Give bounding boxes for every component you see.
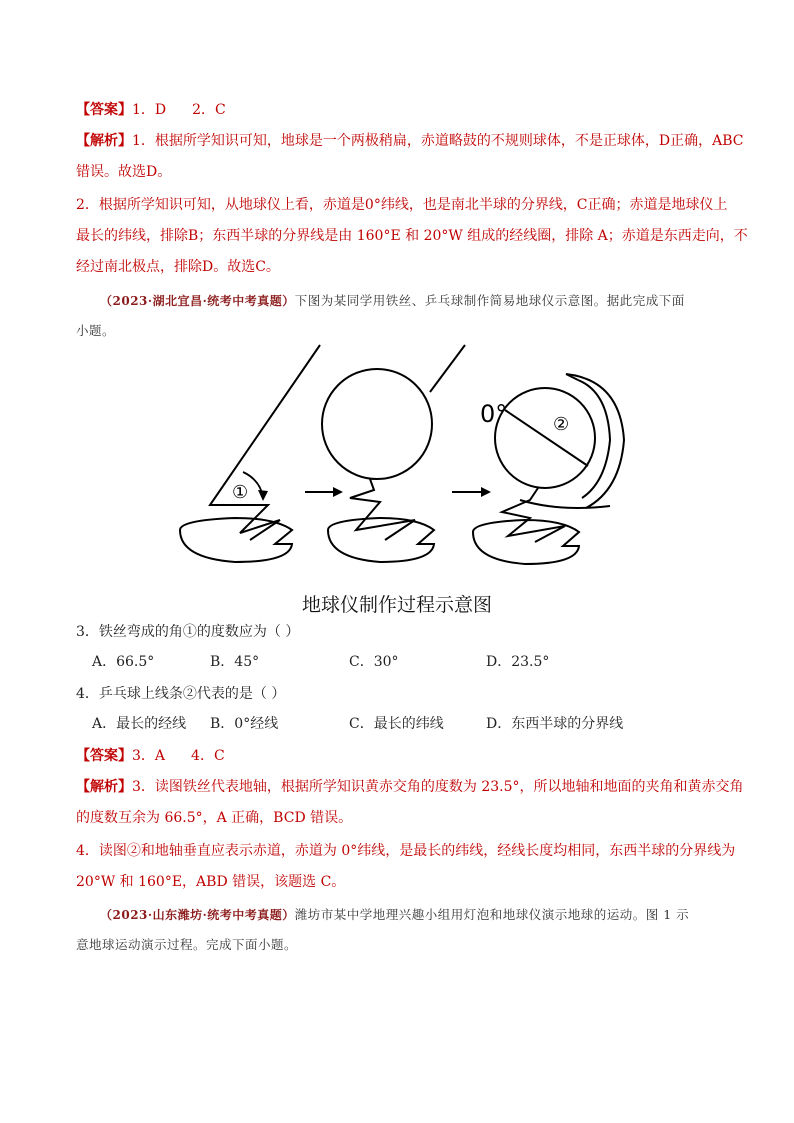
analysis-line-2: 错误。故选D。	[76, 164, 172, 180]
analysis-line-5: 经过南北极点，排除D。故选C。	[76, 259, 280, 275]
figure-caption: 地球仪制作过程示意图	[301, 594, 492, 616]
source-label-2: （2023·山东潍坊·统考中考真题）	[100, 908, 295, 922]
analysis-line-6	[76, 777, 744, 797]
globe-making-figure	[0, 340, 794, 580]
analysis-line-7: 的度数互余为 66.5°，A 正确，BCD 错误。	[76, 810, 353, 826]
answer-text-3: 3．A	[132, 748, 166, 764]
answer-text-2: 2．C	[192, 102, 226, 118]
analysis-tag: 【解析】	[76, 133, 132, 149]
answer-text: 1．D	[132, 102, 167, 118]
q3-option-a: A．66.5°	[92, 654, 155, 670]
analysis-line-9: 20°W 和 160°E，ABD 错误，该题选 C。	[76, 874, 346, 890]
zero-degree-label: 0°	[480, 400, 508, 428]
question-intro-4: 意地球运动演示过程。完成下面小题。	[76, 937, 298, 952]
answer-line-2	[76, 746, 722, 766]
answer-tag: 【答案】	[76, 102, 132, 118]
answer-text-4: 4．C	[191, 748, 225, 764]
angle-label-1: ①	[232, 482, 249, 503]
q3-option-b: B．45°	[210, 654, 260, 670]
intro-text-3: 潍坊市某中学地理兴趣小组用灯泡和地球仪演示地球的运动。图 1 示	[294, 907, 690, 922]
q3-option-c: C．30°	[349, 654, 399, 670]
line-label-2: ②	[553, 414, 570, 435]
question-3: 3．铁丝弯成的角①的度数应为（ ）	[76, 624, 300, 640]
source-label: （2023·湖北宜昌·统考中考真题）	[100, 294, 295, 308]
analysis-line-4: 最长的纬线，排除B；东西半球的分界线是由 160°E 和 20°W 组成的经线圈，排除 A；赤道是东西走向，不	[76, 228, 748, 244]
q4-option-d: D．东西半球的分界线	[486, 716, 624, 732]
question-4: 4．乒乓球上线条②代表的是（ ）	[76, 686, 286, 702]
q4-option-a: A．最长的经线	[92, 716, 187, 732]
analysis-text-2: 3．读图铁丝代表地轴，根据所学知识黄赤交角的度数为 23.5°，所以地轴和地面的夹角和黄赤交角	[132, 779, 744, 795]
answer-line-1	[76, 100, 722, 120]
q3-option-d: D．23.5°	[486, 654, 550, 670]
q4-option-c: C．最长的纬线	[349, 716, 444, 732]
question-intro-2: 小题。	[76, 323, 116, 338]
analysis-line-1	[76, 131, 744, 151]
intro-text: 下图为某同学用铁丝、乒乓球制作简易地球仪示意图。据此完成下面	[294, 293, 685, 308]
question-intro-3	[100, 905, 746, 925]
analysis-line-3: 2．根据所学知识可知，从地球仪上看，赤道是0°纬线，也是南北半球的分界线，C正确；赤道是地球仪上	[76, 197, 728, 213]
answer-tag-2: 【答案】	[76, 748, 132, 764]
q4-option-b: B．0°经线	[210, 716, 279, 732]
question-intro	[100, 291, 746, 311]
analysis-tag-2: 【解析】	[76, 779, 132, 795]
analysis-text: 1．根据所学知识可知，地球是一个两极稍扁，赤道略鼓的不规则球体，不是正球体，D正确，ABC	[132, 133, 744, 149]
analysis-line-8: 4．读图②和地轴垂直应表示赤道，赤道为 0°纬线，是最长的纬线，经线长度均相同，东西半球的分界线为	[76, 843, 736, 859]
